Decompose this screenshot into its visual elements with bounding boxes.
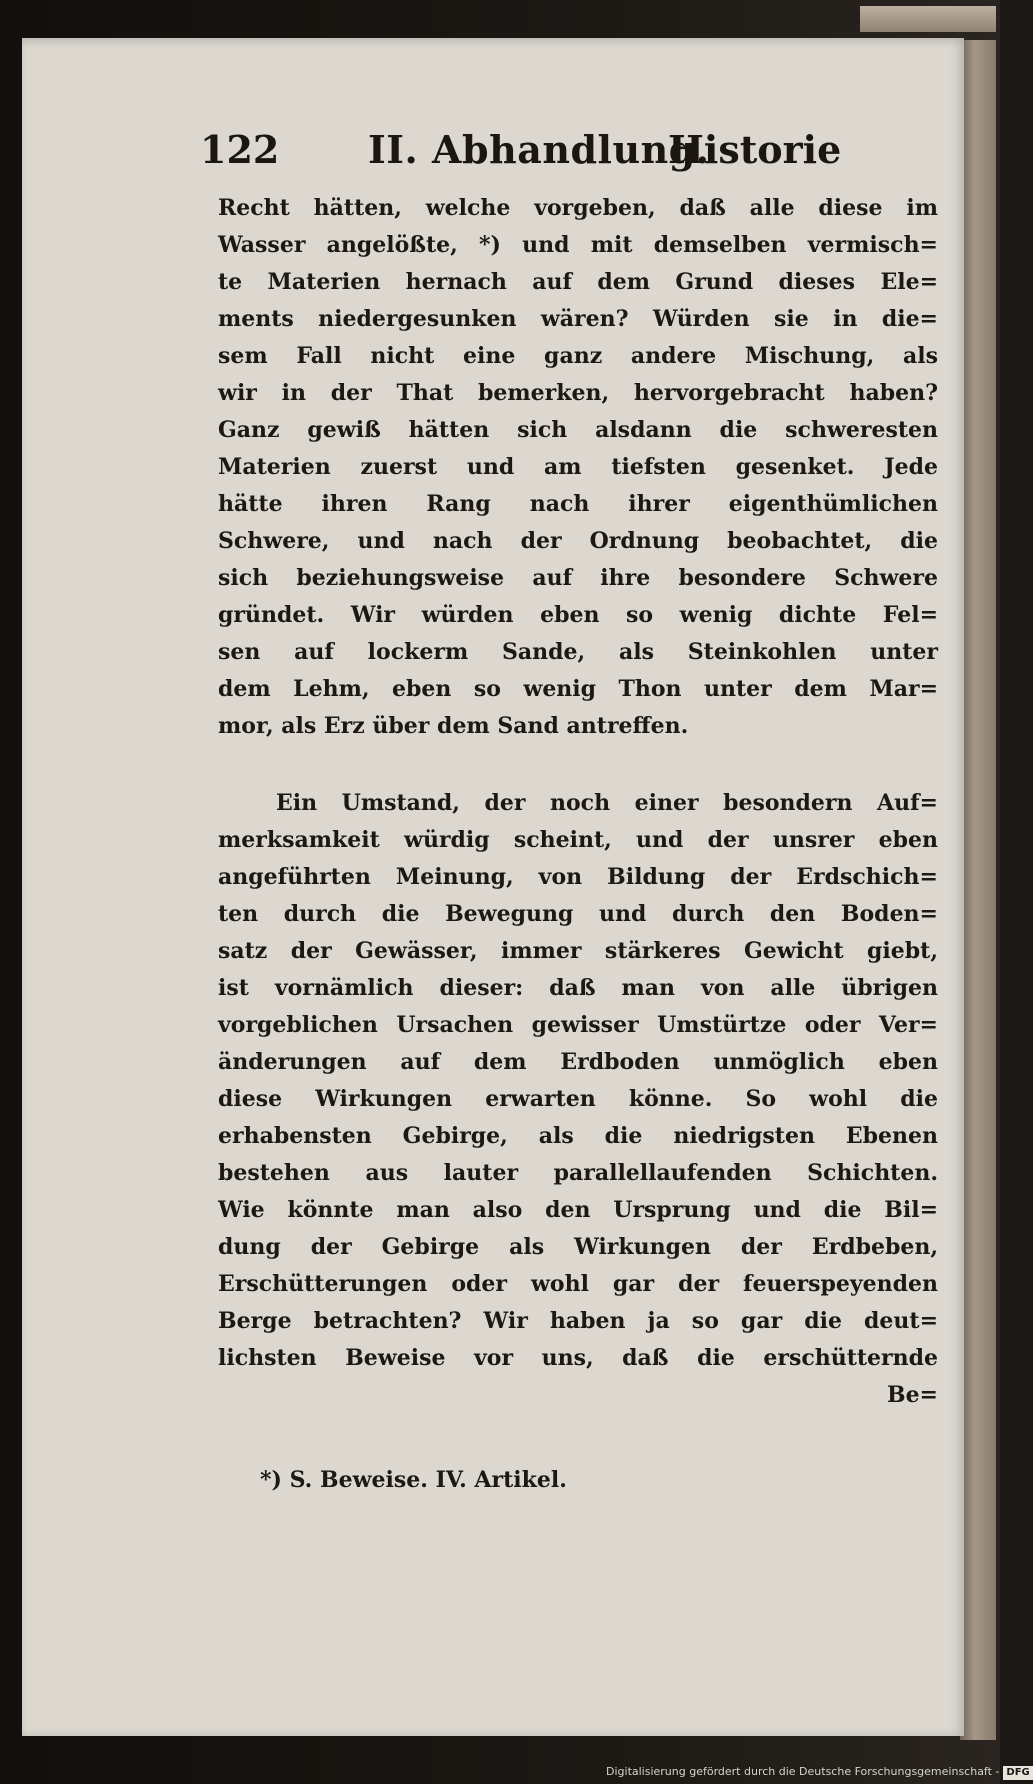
- text-line: Materien zuerst und am tiefsten gesenket. Jede: [218, 454, 938, 480]
- text-line: sen auf lockerm Sande, als Steinkohlen unter: [218, 639, 938, 665]
- text-line: sem Fall nicht eine ganz andere Mischung, als: [218, 343, 938, 369]
- footnote: *) S. Beweise. IV. Artikel.: [260, 1467, 567, 1493]
- text-line: Ein Umstand, der noch einer besondern Auf=: [276, 790, 938, 816]
- text-line: gründet. Wir würden eben so wenig dichte Fel=: [218, 602, 938, 628]
- text-line: änderungen auf dem Erdboden unmöglich eben: [218, 1049, 938, 1075]
- paragraph-1: [218, 190, 938, 745]
- text-line: sich beziehungsweise auf ihre besondere Schwere: [218, 565, 938, 591]
- text-line: te Materien hernach auf dem Grund dieses Ele=: [218, 269, 938, 295]
- text-line: Wie könnte man also den Ursprung und die Bil=: [218, 1197, 938, 1223]
- text-line: dem Lehm, eben so wenig Thon unter dem Mar=: [218, 676, 938, 702]
- body-text: [218, 190, 938, 1414]
- text-line: Ganz gewiß hätten sich alsdann die schweresten: [218, 417, 938, 443]
- paragraph-2: [218, 785, 938, 1414]
- header-running-title: Historie: [668, 127, 842, 172]
- text-line: Berge betrachten? Wir haben ja so gar die deut=: [218, 1308, 938, 1334]
- text-line: merksamkeit würdig scheint, und der unsrer eben: [218, 827, 938, 853]
- text-line: dung der Gebirge als Wirkungen der Erdbeben,: [218, 1234, 938, 1260]
- text-line: hätte ihren Rang nach ihrer eigenthümlichen: [218, 491, 938, 517]
- text-line: bestehen aus lauter parallellaufenden Schichten.: [218, 1160, 938, 1186]
- page-number: 122: [200, 127, 280, 172]
- digitization-credit: [606, 1762, 1033, 1782]
- credit-text: Digitalisierung gefördert durch die Deutsche Forschungsgemeinschaft -: [606, 1765, 1000, 1778]
- text-line: ments niedergesunken wären? Würden sie in die=: [218, 306, 938, 332]
- text-line: vorgeblichen Ursachen gewisser Umstürtze oder Ver=: [218, 1012, 938, 1038]
- book-edge-top: [860, 6, 996, 32]
- dfg-logo: DFG: [1003, 1766, 1032, 1780]
- text-line: Wasser angelößte, *) und mit demselben vermisch=: [218, 232, 938, 258]
- text-line: Recht hätten, welche vorgeben, daß alle diese im: [218, 195, 938, 221]
- text-line: satz der Gewässer, immer stärkeres Gewicht giebt,: [218, 938, 938, 964]
- text-line: mor, als Erz über dem Sand antreffen.: [218, 713, 689, 739]
- text-line: ten durch die Bewegung und durch den Boden=: [218, 901, 938, 927]
- text-line: erhabensten Gebirge, als die niedrigsten Ebenen: [218, 1123, 938, 1149]
- book-edge-right: [960, 40, 996, 1740]
- text-line: angeführten Meinung, von Bildung der Erdschich=: [218, 864, 938, 890]
- text-line: Schwere, und nach der Ordnung beobachtet, die: [218, 528, 938, 554]
- text-line: lichsten Beweise vor uns, daß die erschütternde: [218, 1345, 938, 1371]
- text-line: Erschütterungen oder wohl gar der feuerspeyenden: [218, 1271, 938, 1297]
- text-line: ist vornämlich dieser: daß man von alle übrigen: [218, 975, 938, 1001]
- running-header: [200, 110, 900, 190]
- text-line: wir in der That bemerken, hervorgebracht haben?: [218, 380, 938, 406]
- text-line: diese Wirkungen erwarten könne. So wohl die: [218, 1086, 938, 1112]
- header-title: II. Abhandlung.: [368, 127, 710, 172]
- catchword: Be=: [886, 1382, 938, 1408]
